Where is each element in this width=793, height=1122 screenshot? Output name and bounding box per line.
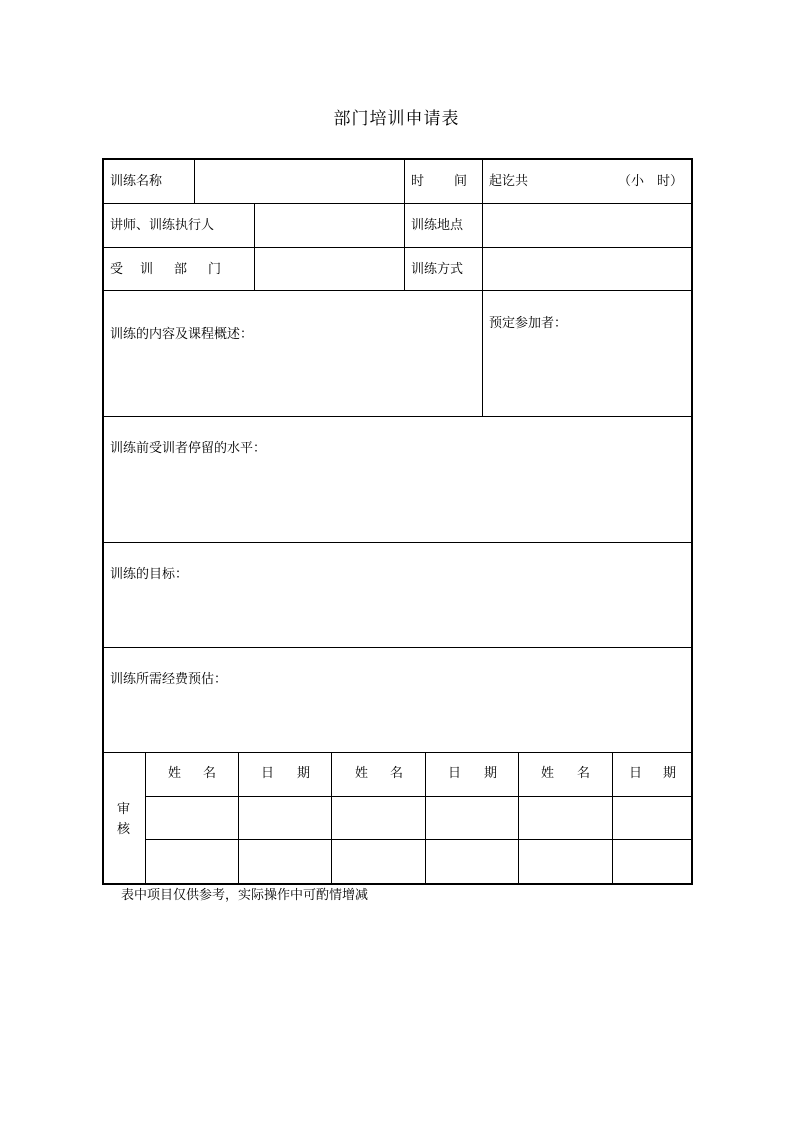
review-header-name: 名 [390,766,404,781]
cost-label: 训练所需经费预估： [110,672,228,687]
col-divider [404,160,405,290]
time-value-prefix: 起讫共 [489,174,529,189]
department-label-char: 门 [208,262,222,277]
review-header-date: 期 [484,766,498,781]
review-cell[interactable] [613,840,691,883]
review-header-date: 日 [629,766,643,781]
department-label-char: 部 [174,262,188,277]
review-label-2: 核 [117,822,131,837]
row-divider [104,752,691,753]
training-name-field[interactable] [195,160,404,203]
review-label-1: 审 [117,802,131,817]
training-name-label: 训练名称 [110,174,163,189]
review-cell[interactable] [519,797,612,839]
review-header-name: 姓 [168,766,182,781]
location-label: 训练地点 [411,218,464,233]
content-field[interactable] [104,291,482,416]
method-label: 训练方式 [411,262,464,277]
review-cell[interactable] [239,797,331,839]
review-header-date: 期 [297,766,311,781]
time-field[interactable] [483,160,691,203]
review-cell[interactable] [426,797,518,839]
review-cell[interactable] [613,797,691,839]
time-label-1: 时 [411,174,425,189]
instructor-field[interactable] [255,204,404,247]
goal-field[interactable] [104,543,691,647]
review-header-name: 名 [203,766,217,781]
participants-field[interactable] [483,291,691,416]
participants-label: 预定参加者： [489,316,568,331]
method-field[interactable] [483,248,691,290]
department-label-char: 受 [110,262,124,277]
training-application-form [102,158,693,885]
review-header-name: 名 [577,766,591,781]
review-cell[interactable] [332,840,425,883]
level-label: 训练前受训者停留的水平： [110,441,267,456]
footnote: 表中项目仅供参考，实际操作中可酌情增减 [121,888,369,903]
review-cell[interactable] [426,840,518,883]
department-field[interactable] [255,248,404,290]
instructor-label: 讲师、训练执行人 [110,218,215,233]
review-cell[interactable] [146,840,238,883]
location-field[interactable] [483,204,691,247]
review-header-name: 姓 [541,766,555,781]
content-label: 训练的内容及课程概述： [110,327,254,342]
review-header-date: 期 [663,766,677,781]
review-header-date: 日 [261,766,275,781]
review-cell[interactable] [239,840,331,883]
review-cell[interactable] [332,797,425,839]
review-header-name: 姓 [355,766,369,781]
page-title: 部门培训申请表 [333,109,460,129]
goal-label: 训练的目标： [110,567,189,582]
review-cell[interactable] [519,840,612,883]
level-field[interactable] [104,417,691,542]
cost-field[interactable] [104,648,691,752]
time-value-unit: （小 时） [618,174,684,189]
review-header-date: 日 [448,766,462,781]
time-label-2: 间 [454,174,468,189]
review-cell[interactable] [146,797,238,839]
department-label-char: 训 [140,262,154,277]
